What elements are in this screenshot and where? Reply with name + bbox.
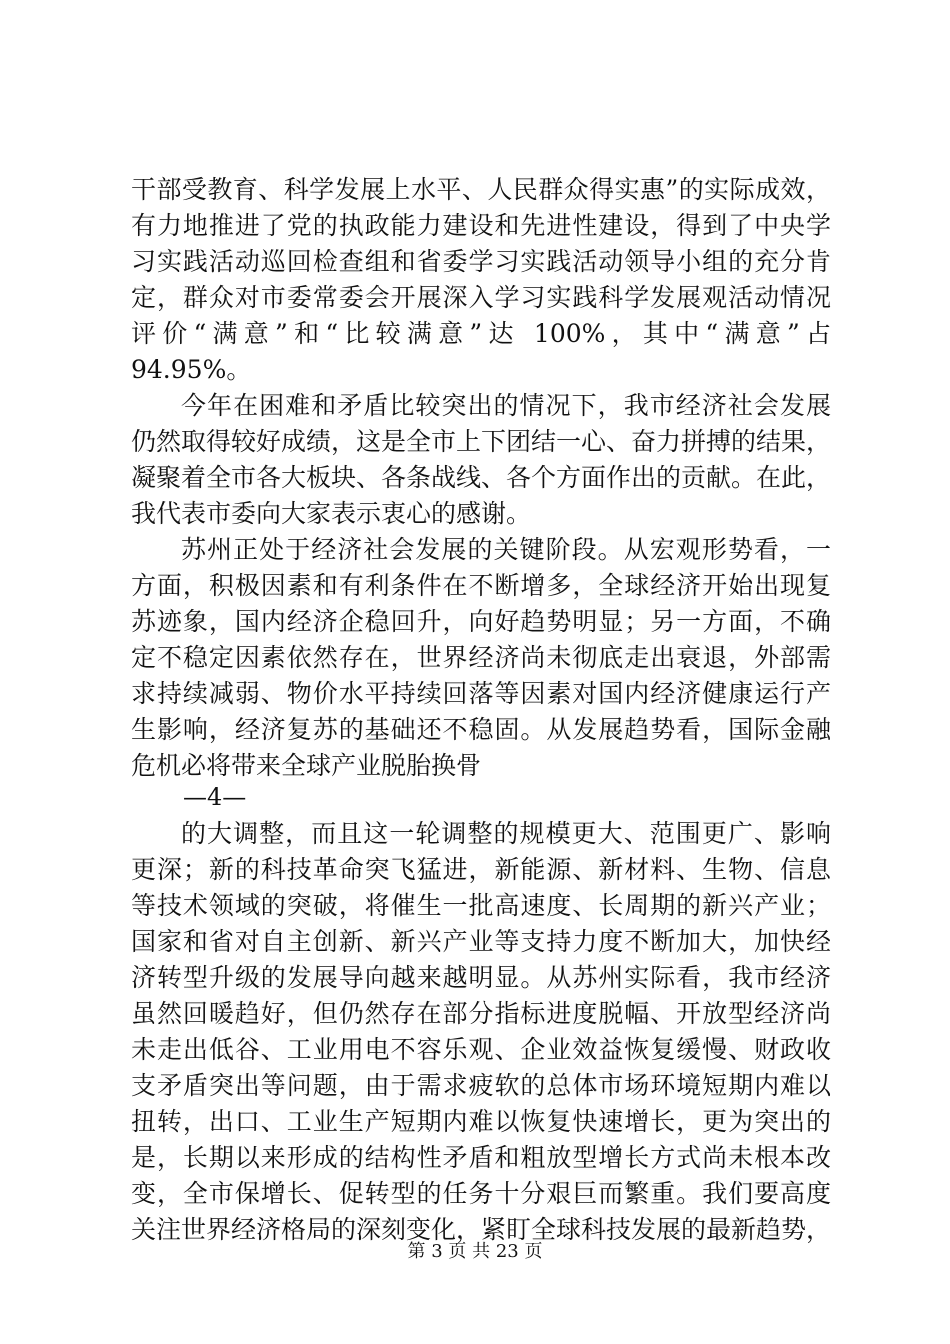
text-line: 危机必将带来全球产业脱胎换骨	[131, 751, 482, 780]
text-line: 扭转，出口、工业生产短期内难以恢复快速增长，更为突出的	[131, 1107, 831, 1136]
paragraph-first-line: 今年在困难和矛盾比较突出的情况下，我市经济社会发展	[181, 391, 831, 420]
text-line: 虽然回暖趋好，但仍然存在部分指标进度脱幅、开放型经济尚	[131, 999, 831, 1028]
text-line: 求持续减弱、物价水平持续回落等因素对国内经济健康运行产	[131, 679, 831, 708]
text-line: 国家和省对自主创新、新兴产业等支持力度不断加大，加快经	[131, 927, 831, 956]
text-line: 变，全市保增长、促转型的任务十分艰巨而繁重。我们要高度	[131, 1179, 831, 1208]
text-line: 凝聚着全市各大板块、各条战线、各个方面作出的贡献。在此，	[131, 463, 832, 492]
text-line: 94.95%。	[131, 355, 252, 384]
text-line: 干部受教育、科学发展上水平、人民群众得实惠”的实际成效，	[131, 175, 831, 204]
text-line: 是，长期以来形成的结构性矛盾和粗放型增长方式尚未根本改	[131, 1143, 831, 1172]
paragraph-first-line: 苏州正处于经济社会发展的关键阶段。从宏观形势看，一	[181, 535, 831, 564]
text-line: 等技术领域的突破，将催生一批高速度、长周期的新兴产业；	[131, 891, 831, 920]
text-line: 我代表市委向大家表示衷心的感谢。	[131, 499, 532, 528]
text-line: 更深；新的科技革命突飞猛进，新能源、新材料、生物、信息	[131, 855, 831, 884]
text-line: 未走出低谷、工业用电不容乐观、企业效益恢复缓慢、财政收	[131, 1035, 831, 1064]
text-line: 习实践活动巡回检查组和省委学习实践活动领导小组的充分肯	[131, 247, 831, 276]
text-line: 评价“满意”和“比较满意”达 100%，其中“满意”占	[131, 319, 831, 348]
text-line: 济转型升级的发展导向越来越明显。从苏州实际看，我市经济	[131, 963, 831, 992]
page-footer: 第 3 页 共 23 页	[407, 1241, 543, 1262]
text-line: 支矛盾突出等问题，由于需求疲软的总体市场环境短期内难以	[131, 1071, 831, 1100]
text-line: 有力地推进了党的执政能力建设和先进性建设，得到了中央学	[131, 211, 831, 240]
text-line: 生影响，经济复苏的基础还不稳固。从发展趋势看，国际金融	[131, 715, 831, 744]
inner-page-number: —4—	[183, 783, 247, 811]
text-line: 关注世界经济格局的深刻变化，紧盯全球科技发展的最新趋势，	[131, 1215, 832, 1244]
text-line: 苏迹象，国内经济企稳回升，向好趋势明显；另一方面，不确	[131, 607, 831, 636]
text-line: 定不稳定因素依然存在，世界经济尚未彻底走出衰退，外部需	[131, 643, 831, 672]
text-line: 方面，积极因素和有利条件在不断增多，全球经济开始出现复	[131, 571, 831, 600]
text-line: 仍然取得较好成绩，这是全市上下团结一心、奋力拼搏的结果，	[131, 427, 832, 456]
paragraph-first-line: 的大调整，而且这一轮调整的规模更大、范围更广、影响	[181, 819, 831, 848]
text-line: 定，群众对市委常委会开展深入学习实践科学发展观活动情况	[131, 283, 831, 312]
